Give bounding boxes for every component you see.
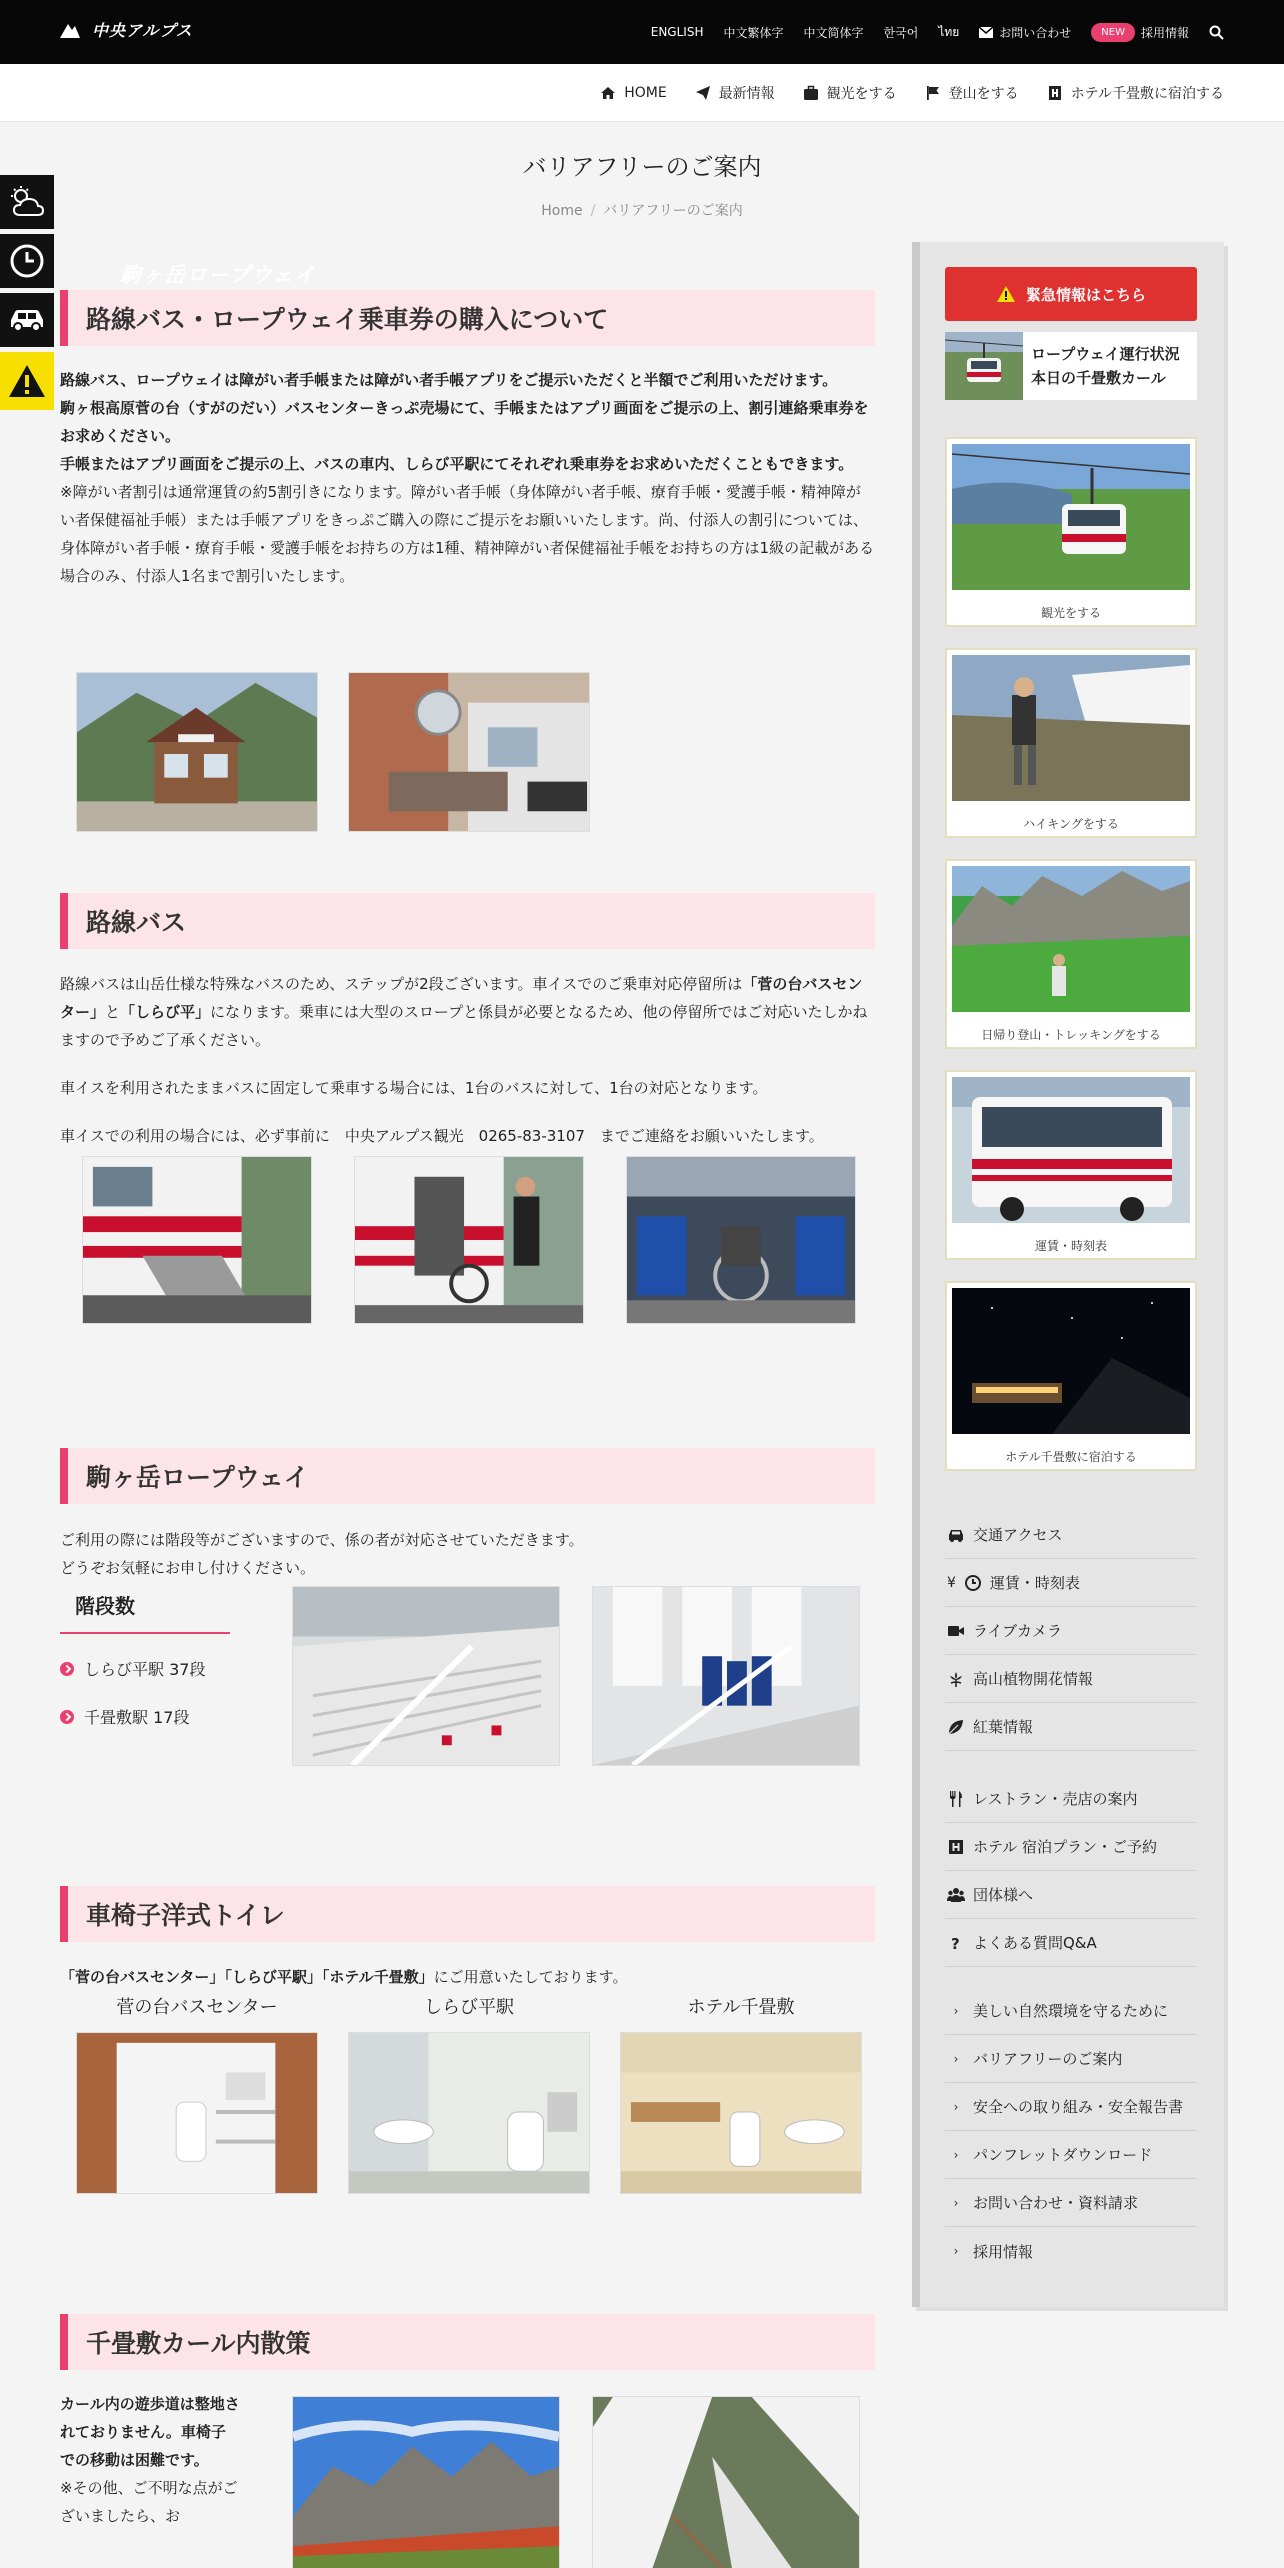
- breadcrumb-separator: /: [590, 203, 596, 219]
- side-link-label: 採用情報: [973, 2242, 1034, 2261]
- stairs-item-label: 千畳敷駅 17段: [84, 1708, 190, 1727]
- nav-hotel[interactable]: [1047, 83, 1224, 103]
- car-icon: [947, 1526, 965, 1544]
- hotel-icon: [1047, 85, 1063, 101]
- breadcrumb-current: バリアフリーのご案内: [603, 203, 743, 219]
- clock-icon: [964, 1574, 982, 1592]
- recruit-label: 採用情報: [1140, 25, 1189, 40]
- paper-plane-icon: [695, 85, 711, 101]
- weather-icon: [8, 185, 46, 219]
- breadcrumb-home[interactable]: Home: [541, 203, 583, 219]
- side-link-label: よくある質問Q&A: [973, 1934, 1097, 1952]
- mail-icon: [979, 27, 993, 38]
- top-links: [651, 20, 1224, 44]
- bus-para-1a: 路線バスは山岳仕様な特殊なバスのため、ステップが2段ございます。車イスでのご乗車対応停留所は: [60, 975, 743, 993]
- yen-icon: ¥: [947, 1574, 956, 1591]
- group-icon: [947, 1886, 965, 1904]
- side-link-fares[interactable]: [945, 1559, 1197, 1607]
- nav-sightseeing[interactable]: [803, 83, 897, 103]
- mountain-logo-icon: [60, 20, 80, 38]
- ticket-counter-photo: [348, 672, 590, 832]
- stairs-item-label: しらび平駅 37段: [84, 1660, 206, 1679]
- side-link-label: バリアフリーのご案内: [973, 2050, 1123, 2068]
- side-link-label: 美しい自然環境を守るために: [973, 2002, 1169, 2020]
- side-link-label: 紅葉情報: [973, 1718, 1034, 1736]
- bus-para-2: 車イスを利用されたままバスに固定して乗車する場合には、1台のバスに対して、1台の対応となります。: [60, 1079, 768, 1097]
- side-link-label: 高山植物開花情報: [973, 1670, 1094, 1688]
- section-heading-ropeway: 駒ヶ岳ロープウェイ: [60, 1448, 875, 1504]
- side-link-nature[interactable]: [945, 1987, 1197, 2035]
- toilet-para-rest: にご用意いたしております。: [433, 1968, 628, 1986]
- svg-text:?: ?: [951, 1934, 960, 1952]
- side-link-label: お問い合わせ・資料請求: [973, 2194, 1139, 2212]
- main-nav: [600, 64, 1224, 122]
- chevron-circle-icon: [60, 1662, 74, 1676]
- clock-icon: [9, 243, 45, 279]
- bus-wheelchair-photo: [354, 1156, 584, 1324]
- walk-para-1: カール内の遊歩道は整地されておりません。車椅子での移動は困難です。: [60, 2395, 240, 2469]
- section-heading-toilet: 車椅子洋式トイレ: [60, 1886, 875, 1942]
- video-icon: [947, 1622, 965, 1640]
- car-icon: [8, 308, 46, 332]
- section-heading-walk: 千畳敷カール内散策: [60, 2314, 875, 2370]
- suitcase-icon: [803, 85, 819, 101]
- card-label: ホテル千畳敷に宿泊する: [1005, 1450, 1137, 1464]
- warning-icon: [7, 363, 47, 399]
- toilet-photo-suganodai: [76, 2032, 318, 2194]
- search-icon[interactable]: [1209, 25, 1224, 40]
- toilet-locations: 「菅の台バスセンター」「しらび平駅」「ホテル千畳敷」: [60, 1968, 434, 1986]
- station-stairs-photo-1: [292, 1586, 560, 1766]
- bus-para-1: [60, 970, 875, 1054]
- home-icon: [600, 85, 616, 101]
- flag-icon: [925, 85, 941, 101]
- page-header: [0, 122, 1284, 232]
- side-link-groups[interactable]: [945, 1871, 1197, 1919]
- card-hiking[interactable]: [945, 648, 1197, 838]
- contact-link[interactable]: [979, 24, 1071, 41]
- main-nav-bar: [0, 64, 1284, 122]
- stairs-item: [60, 1705, 189, 1728]
- toilet-caption-suganodai: 菅の台バスセンター: [116, 1997, 278, 2018]
- tickets-para-2: 駒ヶ根高原菅の台（すがのだい）バスセンターきっぷ売場にて、手帳またはアプリ画面をご提示の上、割引連絡乗車券をお求めください。: [60, 399, 869, 445]
- station-stairs-photo-2: [592, 1586, 860, 1766]
- toilet-photo-shirabidaira: [348, 2032, 590, 2194]
- ropeway-para-2: どうぞお気軽にお申し付けください。: [60, 1559, 316, 1577]
- cirque-autumn-photo: [292, 2396, 560, 2568]
- card-label: ハイキングをする: [1023, 817, 1119, 831]
- nav-sightseeing-label: 観光をする: [826, 86, 897, 102]
- side-link-label: 団体様へ: [973, 1886, 1034, 1904]
- side-link-label: 交通アクセス: [973, 1526, 1063, 1544]
- chevron-right-icon: ›: [953, 2244, 959, 2258]
- warning-icon: [996, 285, 1016, 303]
- site-logo[interactable]: [60, 14, 317, 287]
- section-heading-bus: 路線バス: [60, 893, 875, 949]
- bus-para-1c: と: [105, 1003, 121, 1021]
- page-title: バリアフリーのご案内: [522, 153, 762, 181]
- nav-climbing[interactable]: [925, 83, 1019, 103]
- toilet-text: [60, 1963, 875, 1991]
- lang-english[interactable]: ENGLISH: [650, 25, 704, 39]
- hotel-icon: [947, 1838, 965, 1856]
- walk-para-2: ※その他、ご不明な点がございましたら、お: [60, 2479, 238, 2525]
- side-link-recruit[interactable]: [945, 2227, 1197, 2275]
- side-link-barrier-free[interactable]: [945, 2035, 1197, 2083]
- ropeway-gondola-thumbnail: [945, 332, 1023, 400]
- nav-news[interactable]: [695, 83, 775, 103]
- section-heading-tickets: 路線バス・ロープウェイ乗車券の購入について: [60, 290, 875, 346]
- logo-main: 駒ヶ岳ロープウェイ: [120, 263, 317, 287]
- stairs-title: 階段数: [75, 1594, 135, 1618]
- hotel-night-photo: [952, 1288, 1190, 1434]
- access-tab[interactable]: [0, 293, 54, 347]
- nav-home[interactable]: [600, 85, 666, 101]
- side-link-faq[interactable]: [945, 1919, 1197, 1967]
- card-sightseeing[interactable]: [945, 437, 1197, 627]
- weather-tab[interactable]: [0, 175, 54, 229]
- bus-para-1e: になります。乗車には大型のスロープと係員が必要となるため、他の停留所ではご対応いたしかねますので予めご了承ください。: [60, 1003, 868, 1049]
- gondola-photo: [952, 444, 1190, 590]
- side-link-label: ライブカメラ: [973, 1622, 1062, 1640]
- toilet-caption-shirabidaira: しらび平駅: [424, 1997, 514, 2018]
- walk-text: [60, 2390, 240, 2530]
- lang-thai[interactable]: ไทย: [938, 24, 960, 39]
- fork-knife-icon: [947, 1790, 965, 1808]
- side-link-autumn-leaves[interactable]: [945, 1703, 1197, 1751]
- side-link-pamphlet[interactable]: [945, 2131, 1197, 2179]
- emergency-tab[interactable]: [0, 352, 54, 410]
- card-fares-timetable[interactable]: [945, 1070, 1197, 1260]
- chevron-right-icon: ›: [953, 2147, 959, 2162]
- card-label: 運賃・時刻表: [1034, 1239, 1107, 1253]
- bus-text: [60, 970, 875, 1150]
- chevron-right-icon: ›: [953, 2099, 959, 2114]
- nav-home-label: HOME: [624, 85, 667, 101]
- tickets-para-1: 路線バス、ロープウェイは障がい者手帳または障がい者手帳アプリをご提示いただくと半額でご利用いただけます。: [60, 371, 838, 389]
- logo-sub: 中央アルプス: [92, 20, 193, 40]
- side-link-contact[interactable]: [945, 2179, 1197, 2227]
- emergency-info-button[interactable]: [945, 267, 1197, 321]
- side-link-label: ホテル 宿泊プラン・ご予約: [973, 1838, 1158, 1856]
- lang-traditional-chinese[interactable]: 中文繁体字: [723, 25, 784, 40]
- ropeway-status-link[interactable]: [945, 332, 1197, 400]
- card-label: 日帰り登山・トレッキングをする: [981, 1028, 1161, 1042]
- ticket-office-photo: [76, 672, 318, 832]
- chevron-right-icon: ›: [953, 2051, 959, 2066]
- contact-label: お問い合わせ: [999, 25, 1072, 40]
- card-day-climbing[interactable]: [945, 859, 1197, 1049]
- mountain-trail-photo: [952, 866, 1190, 1012]
- bus-stop-suganodai: 「菅の台バスセンター」: [60, 975, 863, 1021]
- bus-para-3: 車イスでの利用の場合には、必ず事前に 中央アルプス観光 0265-83-3107 までご連絡をお願いいたします。: [60, 1127, 824, 1145]
- bus-photo: [952, 1077, 1190, 1223]
- ropeway-status-line2: 本日の千畳敷カール: [1031, 369, 1166, 387]
- question-icon: [947, 1934, 965, 1952]
- card-label: 観光をする: [1040, 606, 1101, 620]
- ropeway-status-line1: ロープウェイ運行状況: [1031, 345, 1180, 363]
- nav-climbing-label: 登山をする: [948, 86, 1019, 102]
- ropeway-text: [60, 1526, 875, 1582]
- tickets-para-4: ※障がい者割引は通常運賃の約5割引きになります。障がい者手帳（身体障がい者手帳、療育手帳・愛護手帳・精神障がい者保健福祉手帳）または手帳アプリをきっぷご購入の際にご提示をお願いいたします。尚、付添人の割引については、身体障がい者手帳・療育手帳・愛護手帳をお持ちの方は1種、精神障がい者保健福祉手帳をお持ちの方は1級の記載がある場合のみ、付添人1名まで割引いたします。: [60, 483, 875, 585]
- toilet-photo-hotel: [620, 2032, 862, 2194]
- recruit-link[interactable]: [1091, 23, 1189, 42]
- stairs-divider: [60, 1632, 230, 1634]
- side-link-livecam[interactable]: [945, 1607, 1197, 1655]
- card-hotel-stay[interactable]: [945, 1281, 1197, 1471]
- schedule-tab[interactable]: [0, 234, 54, 288]
- bus-ramp-photo: [82, 1156, 312, 1324]
- nav-news-label: 最新情報: [718, 86, 775, 102]
- ropeway-status-text: [1031, 342, 1180, 390]
- leaf-icon: [947, 1718, 965, 1736]
- emergency-label: 緊急情報はこちら: [1025, 285, 1146, 304]
- stairs-item: [60, 1657, 205, 1680]
- floating-side-tabs: [0, 175, 54, 415]
- side-link-label: パンフレットダウンロード: [973, 2146, 1153, 2164]
- side-link-label: レストラン・売店の案内: [973, 1790, 1138, 1808]
- side-link-flowers[interactable]: [945, 1655, 1197, 1703]
- cirque-snow-photo: [592, 2396, 860, 2568]
- tickets-text: [60, 366, 875, 590]
- side-link-label: 運賃・時刻表: [989, 1574, 1080, 1592]
- ropeway-para-1: ご利用の際には階段等がございますので、係の者が対応させていただきます。: [60, 1531, 584, 1549]
- chevron-circle-icon: [60, 1710, 74, 1724]
- nav-hotel-label: ホテル千畳敷に宿泊する: [1070, 86, 1224, 102]
- chevron-right-icon: ›: [953, 2195, 959, 2210]
- hiker-photo: [952, 655, 1190, 801]
- side-link-safety[interactable]: [945, 2083, 1197, 2131]
- side-link-restaurant[interactable]: [945, 1775, 1197, 1823]
- breadcrumb: [0, 200, 1284, 220]
- new-badge: NEW: [1091, 23, 1135, 42]
- side-link-label: 安全への取り組み・安全報告書: [973, 2098, 1184, 2116]
- bus-interior-photo: [626, 1156, 856, 1324]
- lang-simplified-chinese[interactable]: 中文简体字: [803, 25, 864, 40]
- tickets-para-3: 手帳またはアプリ画面をご提示の上、バスの車内、しらび平駅にてそれぞれ乗車券をお求めいただくこともできます。: [60, 455, 854, 473]
- flower-icon: [947, 1670, 965, 1688]
- side-link-hotel-plans[interactable]: [945, 1823, 1197, 1871]
- side-link-access[interactable]: [945, 1511, 1197, 1559]
- toilet-caption-hotel: ホテル千畳敷: [687, 1997, 795, 2018]
- lang-korean[interactable]: 한국어: [883, 25, 919, 40]
- bus-stop-shirabidaira: 「しらび平」: [120, 1003, 211, 1021]
- chevron-right-icon: ›: [953, 2003, 959, 2018]
